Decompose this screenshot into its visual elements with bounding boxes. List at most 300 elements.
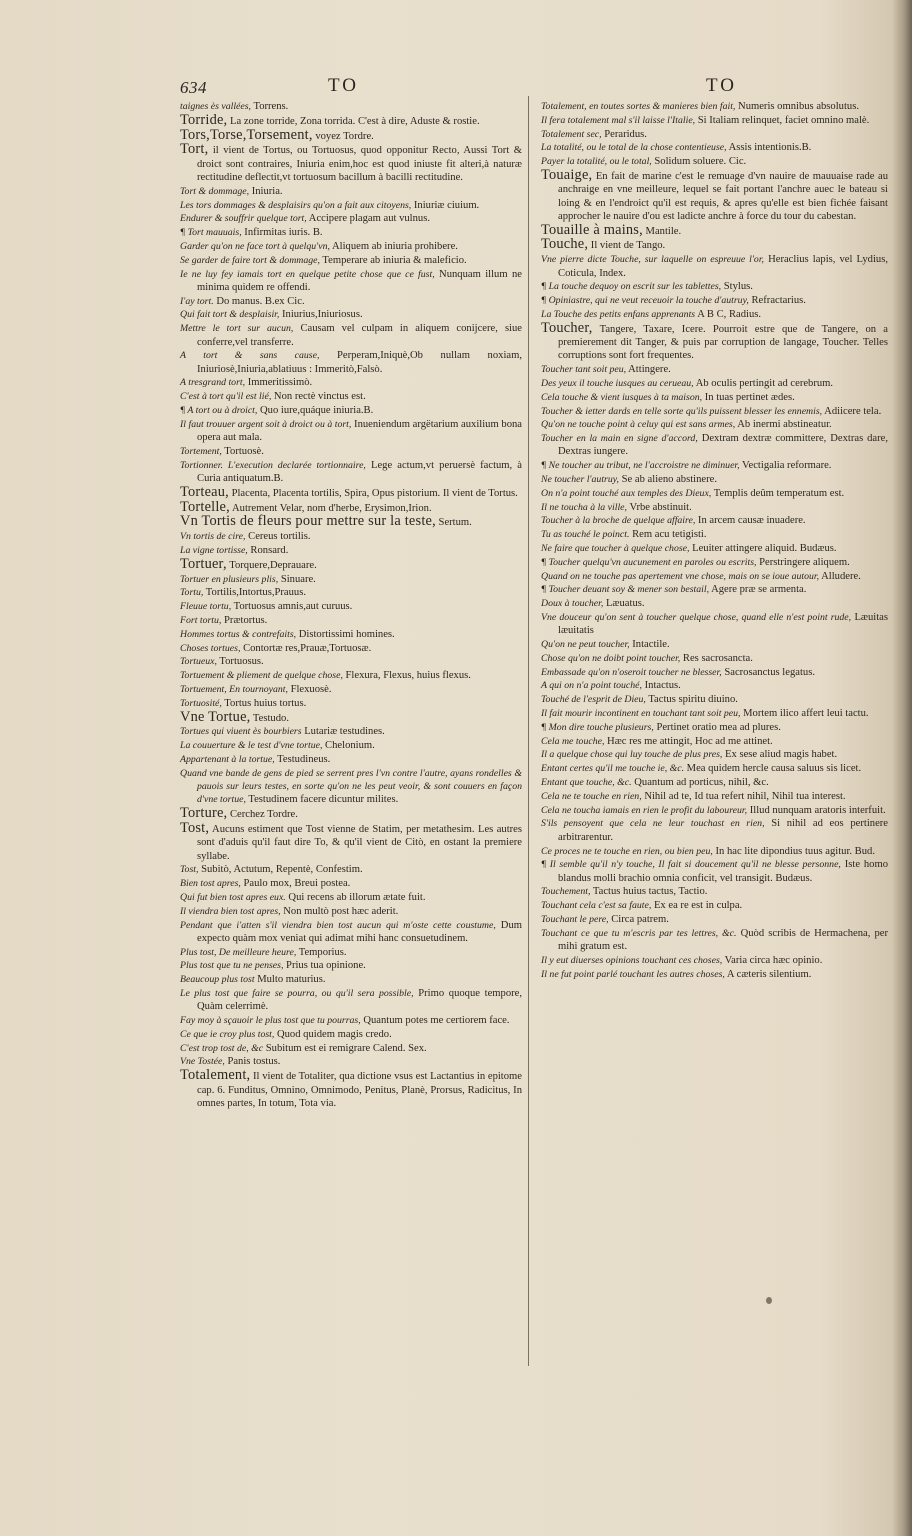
entry-headword: Embassade qu'on n'oseroit toucher ne blesser, (541, 666, 722, 678)
entry-headword: Il y eut diuerses opinions touchant ces choses, (541, 954, 723, 966)
entry-latin: Varia circa hæc opinio. (722, 954, 823, 966)
dictionary-entry (180, 390, 522, 403)
entry-headword: ¶ Opiniastre, qui ne veut receuoir la touche d'autruy, (541, 295, 749, 307)
dictionary-entry (180, 1014, 522, 1027)
dictionary-entry (541, 762, 888, 775)
entry-headword: Ne faire que toucher à quelque chose, (541, 543, 690, 554)
entry-latin: Iniurius,Iniuriosus. (279, 309, 363, 321)
entry-latin: Adiicere tela. (822, 405, 882, 417)
dictionary-entry (180, 295, 522, 308)
dictionary-entry (541, 693, 888, 706)
entry-latin: Ex sese aliud magis habet. (722, 749, 838, 761)
entry-latin: Intactus. (641, 680, 681, 692)
entry-latin: Numeris omnibus absolutus. (735, 101, 859, 112)
dictionary-entry (541, 858, 888, 885)
dictionary-entry (541, 776, 888, 789)
dictionary-entry (541, 611, 888, 638)
entry-headword: Tost, (180, 864, 199, 876)
entry-latin: La zone torride, Zona torrida. C'est à dire, Aduste & rostie. (227, 115, 480, 127)
entry-headword: Touaille à mains, (541, 221, 643, 238)
entry-latin: Distortissimi homines. (296, 628, 395, 640)
dictionary-entry (541, 666, 888, 679)
entry-headword: Quand vne bande de gens de pied se serrent pres l'vn contre l'autre, ayans rondelles & pauois sur leurs testes, en sorte qu'on ne les peut veoir, & sont couuers en façon d'vne tortue, (180, 767, 522, 806)
entry-headword: Payer la totalité, ou le total, (541, 156, 652, 168)
dictionary-entry (541, 377, 888, 390)
entry-latin: Chelonium. (322, 740, 375, 752)
ink-spot (766, 1297, 772, 1304)
entry-latin: Rem acu tetigisti. (629, 529, 707, 541)
entry-latin: Dextram dextræ committere, Dextras dare, Dextras iungere. (558, 433, 888, 458)
dictionary-entry (541, 294, 888, 307)
entry-headword: Doux à toucher, (541, 598, 604, 610)
entry-headword: Tortuement, En tournoyant, (180, 683, 288, 695)
entry-headword: S'ils pensoyent que cela ne leur touchast en rien, (541, 818, 765, 830)
entry-headword: Torteau, (180, 483, 229, 500)
dictionary-entry (541, 790, 888, 803)
entry-headword: Cela touche & vient iusques à ta maison, (541, 391, 703, 403)
dictionary-entry (180, 863, 522, 876)
entry-headword: La Touche des petits enfans apprenants (541, 308, 696, 320)
entry-latin: Ab inermi abstineatur. (735, 419, 832, 431)
dictionary-entry (541, 391, 888, 404)
dictionary-entry (180, 767, 522, 807)
dictionary-entry (180, 807, 522, 821)
entry-headword: Touchement, (541, 886, 591, 898)
dictionary-entry (180, 669, 522, 682)
folio-number: 634 (180, 78, 207, 97)
entry-latin: Testudo. (250, 712, 289, 724)
entry-headword: Vne douceur qu'on sent à toucher quelque chose, quand elle n'est point rude, (541, 611, 852, 623)
entry-latin: Lege actum,vt peruersè factum, à Curia antiquatum.B. (197, 459, 523, 485)
dictionary-entry (180, 959, 522, 972)
entry-headword: Il a quelque chose qui luy touche de plus pres, (541, 749, 723, 761)
entry-headword: A tresgrand tort, (180, 377, 246, 389)
entry-latin: Prætortus. (221, 614, 268, 626)
dictionary-entry (541, 721, 888, 734)
dictionary-entry (180, 100, 522, 113)
right-column (541, 100, 888, 982)
entry-headword: Vne Tortue, (180, 708, 251, 725)
entry-latin: Intactile. (629, 639, 670, 651)
dictionary-entry (180, 322, 522, 349)
dictionary-entry (180, 683, 522, 696)
dictionary-entry (541, 954, 888, 967)
entry-headword: C'est à tort qu'il est lié, (180, 391, 272, 403)
entry-latin: Torquere,Deprauare. (226, 559, 317, 571)
entry-latin: Contortæ res,Prauæ,Tortuosæ. (240, 642, 372, 654)
entry-latin: Perperam,Iniquè,Ob nullam noxiam, Iniuriosè,Iniuria,ablatiuus : Immeritò,Falsò. (197, 350, 522, 375)
entry-latin: Mortem ilico affert leui tactu. (740, 708, 869, 720)
entry-latin: Si Italiam relinquet, faciet omnino malè. (695, 114, 870, 126)
dictionary-entry (180, 946, 522, 959)
entry-latin: In arcem causæ inuadere. (695, 515, 806, 527)
entry-latin: Il vient de Totaliter, qua dictione vsus est Lactantius in epitome cap. 6. Funditus, Omnino, Omnimodo, Penitus, Planè, Prorsus, Radicitus, In omnes partes, In totum, Tota via. (197, 1071, 522, 1109)
entry-headword: I'ay tort. (180, 295, 214, 307)
entry-headword: ¶ Toucher deuant soy & mener son bestail, (541, 584, 710, 596)
entry-latin: Res sacrosancta. (680, 652, 753, 664)
entry-headword: ¶ La touche dequoy on escrit sur les tablettes, (541, 281, 722, 293)
entry-latin: Refractarius. (748, 295, 806, 307)
entry-latin: Non multò post hæc aderit. (280, 905, 399, 917)
entry-headword: Entant certes qu'il me touche ie, &c. (541, 763, 685, 775)
dictionary-entry (541, 459, 888, 472)
entry-headword: Il viendra bien tost apres, (180, 905, 281, 917)
entry-headword: Bien tost apres, (180, 878, 241, 890)
entry-headword: On n'a point touché aux temples des Dieux, (541, 487, 712, 499)
entry-latin: voyez Tordre. (312, 130, 374, 142)
entry-headword: ¶ Toucher quelqu'vn aucunement en paroles ou escrits, (541, 556, 757, 568)
dictionary-entry (180, 199, 522, 212)
entry-latin: Tortuosus. (216, 656, 264, 668)
column-divider (528, 96, 529, 1366)
entry-latin: Cerchez Tordre. (227, 809, 298, 821)
entry-latin: Autrement Velar, nom d'herbe, Erysimon,Irion. (229, 502, 432, 514)
entry-headword: Tors,Torse,Torsement, (180, 126, 313, 143)
entry-latin: Alludere. (819, 570, 861, 582)
dictionary-entry (180, 212, 522, 225)
dictionary-entry (541, 707, 888, 720)
entry-latin: Pertinet oratio mea ad plures. (653, 721, 781, 733)
entry-latin: Cereus tortilis. (245, 531, 311, 543)
dictionary-entry (541, 308, 888, 321)
entry-headword: Tortelle, (180, 498, 230, 515)
entry-headword: Tortuer en plusieurs plis, (180, 573, 279, 585)
entry-latin: Sertum. (435, 517, 472, 529)
entry-latin: In tuas pertinet ædes. (702, 391, 795, 403)
dictionary-entry (541, 100, 888, 113)
dictionary-entry (541, 528, 888, 541)
entry-headword: A qui on n'a point touché, (541, 680, 642, 692)
entry-headword: Il faut trouuer argent soit à droict ou à tort, (180, 418, 352, 430)
entry-headword: ¶ A tort ou à droict, (180, 405, 258, 417)
entry-latin: Non rectè vinctus est. (271, 391, 366, 403)
entry-latin: Tangere, Taxare, Icere. Pourroit estre que de Tangere, on a premierement dit Tanger, & puis par corruption de langage, Toucher. Telles corruptions sont fort frequentes. (558, 323, 888, 362)
entry-headword: Totalement, (180, 1067, 251, 1084)
entry-headword: Il ne fut point parlé touchant les autres choses, (541, 968, 725, 980)
entry-latin: Hæc res me attingit, Hoc ad me attinet. (604, 735, 773, 747)
dictionary-entry (180, 254, 522, 267)
dictionary-entry (541, 817, 888, 844)
entry-headword: Mettre le tort sur aucun, (180, 323, 294, 335)
entry-latin: En fait de marine c'est le remuage d'vn nauire de mauuaise rade au anchraige en vne meilleure, lequel se fait portant l'anchre auec le bateau si loing & en l'endroict qu'il est requis, & apres qu'elle est bien fichée faisant approcher le nauire d'ou est ladicte anchre à force du tour du cabestan. (558, 170, 888, 222)
entry-latin: Nunquam illum ne minima quidem re offendi. (197, 268, 522, 293)
entry-latin: Ab oculis pertingit ad cerebrum. (693, 377, 834, 389)
entry-headword: Ie ne luy fey iamais tort en quelque petite chose que ce fust, (180, 268, 435, 280)
entry-latin: Ex ea re est in culpa. (651, 900, 743, 912)
entry-latin: Do manus. B.ex Cic. (213, 295, 305, 307)
entry-headword: Des yeux il touche iusques au cerueau, (541, 377, 694, 389)
entry-headword: Toucher tant soit peu, (541, 364, 627, 376)
dictionary-entry (541, 221, 888, 238)
dictionary-entry (541, 913, 888, 926)
entry-headword: taignes ès vallées, (180, 101, 252, 112)
dictionary-entry (180, 1042, 522, 1055)
dictionary-entry (541, 363, 888, 376)
gutter-shadow (892, 0, 912, 1536)
entry-latin: Temporius. (296, 946, 347, 958)
entry-headword: Tost, (180, 819, 210, 836)
dictionary-entry (180, 226, 522, 239)
entry-latin: Il vient de Tango. (588, 240, 666, 252)
entry-headword: Endurer & souffrir quelque tort, (180, 213, 307, 225)
dictionary-entry (180, 739, 522, 752)
dictionary-entry (180, 268, 522, 295)
entry-headword: Tortuer, (180, 555, 227, 572)
dictionary-entry (180, 891, 522, 904)
dictionary-entry (180, 919, 522, 946)
entry-latin: Tactus huius tactus, Tactio. (590, 886, 708, 898)
entry-latin: Testudineus. (274, 753, 331, 765)
dictionary-entry (180, 819, 522, 863)
entry-headword: Tort, (180, 141, 209, 158)
entry-latin: Ronsard. (247, 545, 289, 556)
entry-latin: In hac lite dipondius tuus agitur. Bud. (712, 845, 875, 857)
dictionary-entry (180, 126, 522, 143)
dictionary-entry (180, 708, 522, 725)
entry-headword: Torride, (180, 111, 228, 128)
dictionary-entry (180, 753, 522, 766)
entry-latin: Templis deûm temperatum est. (711, 487, 845, 499)
entry-headword: Vn Tortis de fleurs pour mettre sur la teste, (180, 513, 436, 530)
dictionary-entry (180, 655, 522, 668)
entry-headword: Toucher, (541, 319, 593, 336)
entry-headword: La vigne tortisse, (180, 545, 248, 556)
entry-latin: Leuiter attingere aliquid. Budæus. (689, 543, 837, 554)
entry-headword: Ce proces ne te touche en rien, ou bien peu, (541, 845, 713, 857)
entry-headword: Tortueux, (180, 656, 217, 668)
dictionary-entry (541, 968, 888, 981)
entry-headword: Touaige, (541, 166, 593, 183)
dictionary-entry (541, 514, 888, 527)
entry-headword: Qui fait tort & desplaisir, (180, 309, 280, 321)
dictionary-entry (541, 114, 888, 127)
entry-headword: La totalité, ou le total de la chose contentieuse, (541, 142, 727, 154)
entry-latin: Sinuare. (278, 573, 316, 585)
entry-headword: Hommes tortus & contrefaits, (180, 628, 297, 640)
entry-latin: Lutariæ testudines. (301, 726, 385, 738)
entry-headword: Cela ne toucha iamais en rien le profit du laboureur, (541, 804, 748, 816)
entry-latin: Nihil ad te, Id tua refert nihil, Nihil tua interest. (641, 790, 846, 802)
entry-headword: ¶ Il semble qu'il n'y touche, Il fait si doucement qu'il ne blesse personne, (541, 859, 841, 871)
entry-headword: Tu as touché le poinct. (541, 529, 630, 541)
entry-latin: Inueniendum argëtarium auxilium bona opera aut mala. (197, 418, 522, 444)
entry-latin: Testudinem facere dicuntur milites. (245, 794, 399, 806)
entry-headword: Choses tortues, (180, 642, 241, 654)
entry-latin: Tortilis,Intortus,Prauus. (203, 587, 306, 599)
dictionary-entry (541, 570, 888, 583)
dictionary-entry (180, 573, 522, 586)
entry-headword: Entant que touche, &c. (541, 777, 632, 789)
dictionary-entry (180, 349, 522, 376)
dictionary-entry (180, 445, 522, 458)
entry-latin: Infirmitas iuris. B. (241, 227, 323, 239)
entry-headword: Toucher & ietter dards en telle sorte qu'ils puissent blesser les ennemis, (541, 405, 823, 417)
entry-headword: Totalement, en toutes sortes & manieres bien fait, (541, 101, 736, 112)
dictionary-entry (180, 725, 522, 738)
entry-latin: Tortus huius tortus. (221, 697, 307, 709)
dictionary-entry (541, 597, 888, 610)
dictionary-entry (180, 614, 522, 627)
dictionary-entry (541, 583, 888, 596)
dictionary-entry (541, 679, 888, 692)
dictionary-entry (180, 600, 522, 613)
entry-headword: Pendant que i'atten s'il viendra bien tost aucun qui m'oste cette coustume, (180, 919, 496, 931)
entry-headword: Il fait mourir incontinent en touchant tant soit peu, (541, 708, 741, 720)
entry-headword: A tort & sans cause, (180, 350, 320, 362)
dictionary-entry (541, 748, 888, 761)
dictionary-entry (541, 899, 888, 912)
entry-latin: Attingere. (626, 364, 671, 376)
dictionary-entry (541, 845, 888, 858)
entry-headword: Vne pierre dicte Touche, sur laquelle on espreuue l'or, (541, 254, 765, 266)
entry-latin: Prius tua opinione. (283, 960, 366, 972)
dictionary-entry (541, 927, 888, 954)
entry-headword: Touché de l'esprit de Dieu, (541, 694, 646, 706)
dictionary-entry (541, 652, 888, 665)
entry-headword: Tortues qui viuent ès bourbiers (180, 726, 302, 738)
entry-latin: Subitò, Actutum, Repentè, Confestim. (198, 864, 363, 876)
entry-latin: Quantum ad porticus, nihil, &c. (631, 777, 769, 789)
entry-headword: Qui fut bien tost apres eux. (180, 891, 286, 903)
entry-latin: Flexura, Flexus, huius flexus. (342, 670, 471, 682)
dictionary-entry (541, 141, 888, 154)
dictionary-entry (541, 155, 888, 168)
dictionary-entry (180, 185, 522, 198)
entry-headword: Beaucoup plus tost (180, 974, 255, 986)
entry-latin: Iniuriæ ciuium. (411, 199, 480, 211)
dictionary-entry (180, 418, 522, 445)
dictionary-entry (541, 238, 888, 252)
entry-latin: Peraridus. (601, 128, 647, 140)
entry-latin: Læuitas læuitatis (558, 611, 888, 637)
entry-headword: Plus tost que tu ne penses, (180, 960, 284, 972)
dictionary-entry (541, 405, 888, 418)
dictionary-entry (541, 885, 888, 898)
entry-headword: Tortu, (180, 587, 204, 599)
running-head-right: TO (706, 75, 737, 96)
dictionary-entry (541, 638, 888, 651)
dictionary-entry (541, 735, 888, 748)
dictionary-entry (541, 128, 888, 141)
entry-headword: La couuerture & le test d'vne tortue, (180, 740, 323, 752)
entry-latin: Si nihil ad eos pertinere arbitrarentur. (558, 818, 889, 843)
entry-latin: Paulo mox, Breui postea. (240, 878, 351, 890)
entry-headword: ¶ Ne toucher au tribut, ne l'accroistre ne diminuer, (541, 460, 740, 472)
entry-headword: Fay moy à sçauoir le plus tost que tu pourras, (180, 1015, 361, 1027)
entry-headword: Quand on ne touche pas apertement vne chose, mais on se ioue autour, (541, 570, 820, 582)
entry-headword: C'est trop tost de, &c (180, 1042, 264, 1054)
entry-latin: Aucuns estiment que Tost vienne de Statim, per metathesim. Les autres sont d'aduis qu'il faut dire To, & qu'il vient de Citò, en ostant la premiere syllabe. (197, 823, 522, 862)
dictionary-entry (541, 542, 888, 555)
entry-latin: Immeritissimò. (245, 377, 313, 389)
entry-latin: Mantile. (642, 225, 682, 237)
dictionary-entry (180, 515, 522, 529)
entry-latin: Se ab alieno abstinere. (619, 474, 717, 486)
entry-latin: Stylus. (721, 281, 753, 293)
dictionary-entry (541, 804, 888, 817)
dictionary-entry (180, 905, 522, 918)
entry-latin: Dum expecto quàm mox veniat qui adimat mihi hanc consuetudinem. (197, 919, 522, 944)
entry-latin: Subitum est ei remigrare Calend. Sex. (263, 1042, 427, 1054)
entry-headword: Tortuement & pliement de quelque chose, (180, 670, 343, 682)
entry-latin: A cæteris silentium. (724, 968, 812, 980)
entry-headword: ¶ Tort mauuais, (180, 227, 242, 239)
entry-headword: Toucher en la main en signe d'accord, (541, 433, 698, 445)
entry-latin: Iniuria. (249, 185, 283, 197)
entry-headword: Tort & dommage, (180, 185, 250, 197)
dictionary-entry (180, 240, 522, 253)
entry-headword: Fleuue tortu, (180, 601, 232, 613)
entry-headword: Touchant ce que tu m'escris par tes lettres, &c. (541, 927, 737, 939)
dictionary-entry (541, 418, 888, 431)
entry-headword: Toucher à la broche de quelque affaire, (541, 515, 696, 527)
entry-latin: Aliquem ab iniuria prohibere. (329, 240, 458, 252)
entry-headword: Il fera totalement mal s'il laisse l'Italie, (541, 114, 696, 126)
entry-headword: Garder qu'on ne face tort à quelqu'vn, (180, 240, 330, 252)
entry-latin: Agere præ se armenta. (709, 584, 807, 596)
dictionary-entry (180, 143, 522, 184)
entry-headword: Se garder de faire tort & dommage, (180, 254, 320, 266)
dictionary-entry (180, 1069, 522, 1110)
entry-latin: Circa patrem. (608, 914, 669, 926)
entry-latin: Multo maturius. (254, 974, 326, 986)
entry-headword: ¶ Mon dire touche plusieurs, (541, 721, 654, 733)
left-column (180, 100, 522, 1111)
entry-headword: Cela ne te touche en rien, (541, 790, 642, 802)
entry-headword: Cela me touche, (541, 735, 605, 747)
dictionary-entry (180, 376, 522, 389)
entry-latin: Tortuosè. (221, 445, 264, 457)
entry-latin: Læuatus. (603, 598, 645, 610)
entry-latin: Accipere plagam aut vulnus. (306, 213, 430, 225)
entry-latin: Temperare ab iniuria & maleficio. (319, 254, 467, 266)
entry-headword: Vne Tostée, (180, 1056, 225, 1068)
entry-headword: Vn tortis de cire, (180, 531, 246, 543)
entry-latin: Causam vel culpam in aliquem conijcere, siue conferre,vel transferre. (197, 323, 523, 348)
entry-latin: Perstringere aliquem. (756, 556, 850, 568)
dictionary-entry (541, 501, 888, 514)
entry-headword: Touche, (541, 236, 589, 253)
dictionary-entry (180, 483, 522, 500)
dictionary-entry (180, 459, 522, 486)
dictionary-entry (180, 973, 522, 986)
entry-headword: Qu'on ne peut toucher, (541, 639, 630, 651)
entry-headword: Les tors dommages & desplaisirs qu'on a fait aux citoyens, (180, 199, 412, 211)
entry-headword: Tortionner. L'execution declarée tortionnaire, (180, 459, 366, 471)
dictionary-entry (541, 432, 888, 459)
entry-headword: Appartenant à la tortue, (180, 753, 275, 765)
entry-latin: Iste homo blandus molli brachio omnia conficit, vel transigit. Budæus. (558, 859, 888, 884)
entry-latin: Assis intentionis.B. (726, 142, 812, 154)
dictionary-entry (180, 544, 522, 557)
dictionary-entry (541, 556, 888, 569)
entry-headword: Chose qu'on ne doibt point toucher, (541, 652, 681, 664)
entry-headword: Torture, (180, 805, 228, 822)
dictionary-entry (541, 473, 888, 486)
dictionary-entry (180, 877, 522, 890)
entry-latin: Torrens. (251, 101, 289, 112)
dictionary-entry (180, 1028, 522, 1041)
entry-latin: Mea quidem hercle causa saluus sis licet. (684, 763, 862, 775)
dictionary-entry (180, 586, 522, 599)
entry-headword: Qu'on ne touche point à celuy qui est sans armes, (541, 419, 736, 431)
dictionary-entry (180, 555, 522, 572)
entry-latin: Placenta, Placenta tortilis, Spira, Opus pistorium. Il vient de Tortus. (228, 487, 518, 499)
entry-latin: Quantum potes me certiorem face. (360, 1015, 510, 1027)
dictionary-entry (180, 530, 522, 543)
dictionary-entry (541, 487, 888, 500)
entry-latin: Quòd scribis de Hermachena, per mihi gratum est. (558, 927, 888, 953)
